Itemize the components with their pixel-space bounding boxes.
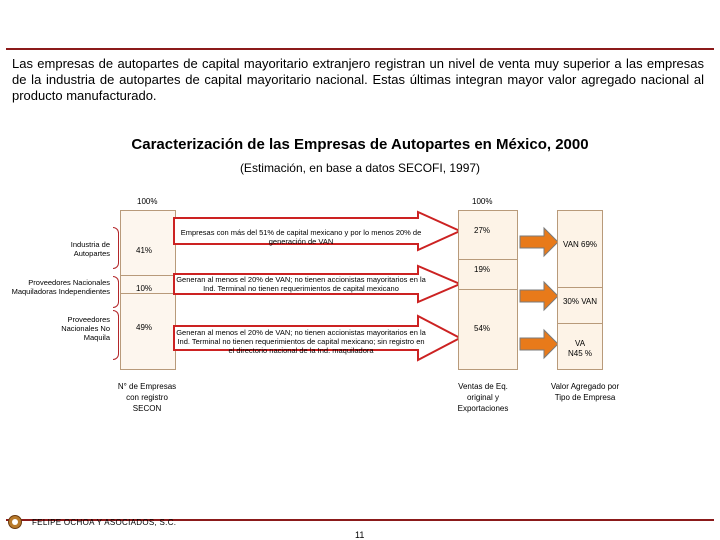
- segment-label: Industria de Autopartes: [70, 240, 110, 258]
- left-bar-value: 41%: [136, 246, 153, 255]
- right-bar-value: VA N45 %: [567, 339, 592, 358]
- middle-bar-divider: [459, 289, 517, 290]
- left-bar-divider: [121, 275, 175, 276]
- arrow-text: Generan al menos el 20% de VAN; no tienen accionistas mayoritarios en la Ind. Terminal no tienen requerimientos de capital mexicano; sin registro en el directorio nacional de la Ind. maquiladora: [176, 328, 426, 355]
- arrow-text: Empresas con más del 51% de capital mexicano y por lo menos 20% de generación de VAN: [180, 228, 422, 246]
- right-bar-value: 30% VAN: [562, 297, 598, 306]
- left-brace: [113, 276, 119, 308]
- left-brace: [113, 310, 119, 360]
- middle-bar-total: 100%: [472, 197, 493, 206]
- right-bar-caption: Valor Agregado por Tipo de Empresa: [550, 382, 620, 402]
- left-bar-divider: [121, 293, 175, 294]
- arrow-text: Generan al menos el 20% de VAN; no tienen accionistas mayoritarios en la Ind. Terminal no tienen requerimientos de capital mexicano: [176, 275, 426, 293]
- left-brace: [113, 227, 119, 269]
- right-bar-value: VAN 69%: [562, 240, 598, 249]
- left-bar-total: 100%: [137, 197, 158, 206]
- connector-arrow-icon: [520, 330, 558, 358]
- page-number: 11: [355, 530, 365, 540]
- left-bar-value: 10%: [136, 284, 153, 293]
- intro-paragraph: Las empresas de autopartes de capital mayoritario extranjero registran un nivel de venta muy superior a las empresas de la industria de autopartes de capital mayoritario nacional. Estas últimas integran mayor valor agregado nacional al producto manufacturado.: [12, 56, 704, 103]
- connector-arrow-icon: [520, 228, 558, 256]
- figure-title: Caracterización de las Empresas de Autopartes en México, 2000: [131, 136, 589, 153]
- right-bar-divider: [558, 323, 602, 324]
- segment-label: Proveedores Nacionales No Maquila: [61, 315, 110, 342]
- middle-bar-divider: [459, 259, 517, 260]
- segment-label: Proveedores Nacionales Maquiladoras Independientes: [11, 278, 110, 296]
- figure-subtitle: (Estimación, en base a datos SECOFI, 1997): [239, 161, 481, 175]
- header-rule: [6, 48, 714, 50]
- right-bar-divider: [558, 287, 602, 288]
- left-bar-caption: N° de Empresas con registro SECON: [117, 382, 177, 413]
- left-bar-value: 49%: [136, 323, 153, 332]
- company-logo-icon: [8, 515, 22, 529]
- middle-bar-value: 27%: [474, 226, 491, 235]
- footer-company: FELIPE OCHOA Y ASOCIADOS, S.C.: [32, 518, 177, 527]
- connector-arrow-icon: [520, 282, 558, 310]
- middle-bar-value: 54%: [474, 324, 491, 333]
- middle-bar-caption: Ventas de Eq. original y Exportaciones: [457, 382, 509, 413]
- connector-arrows: [518, 220, 562, 370]
- middle-bar-value: 19%: [474, 265, 491, 274]
